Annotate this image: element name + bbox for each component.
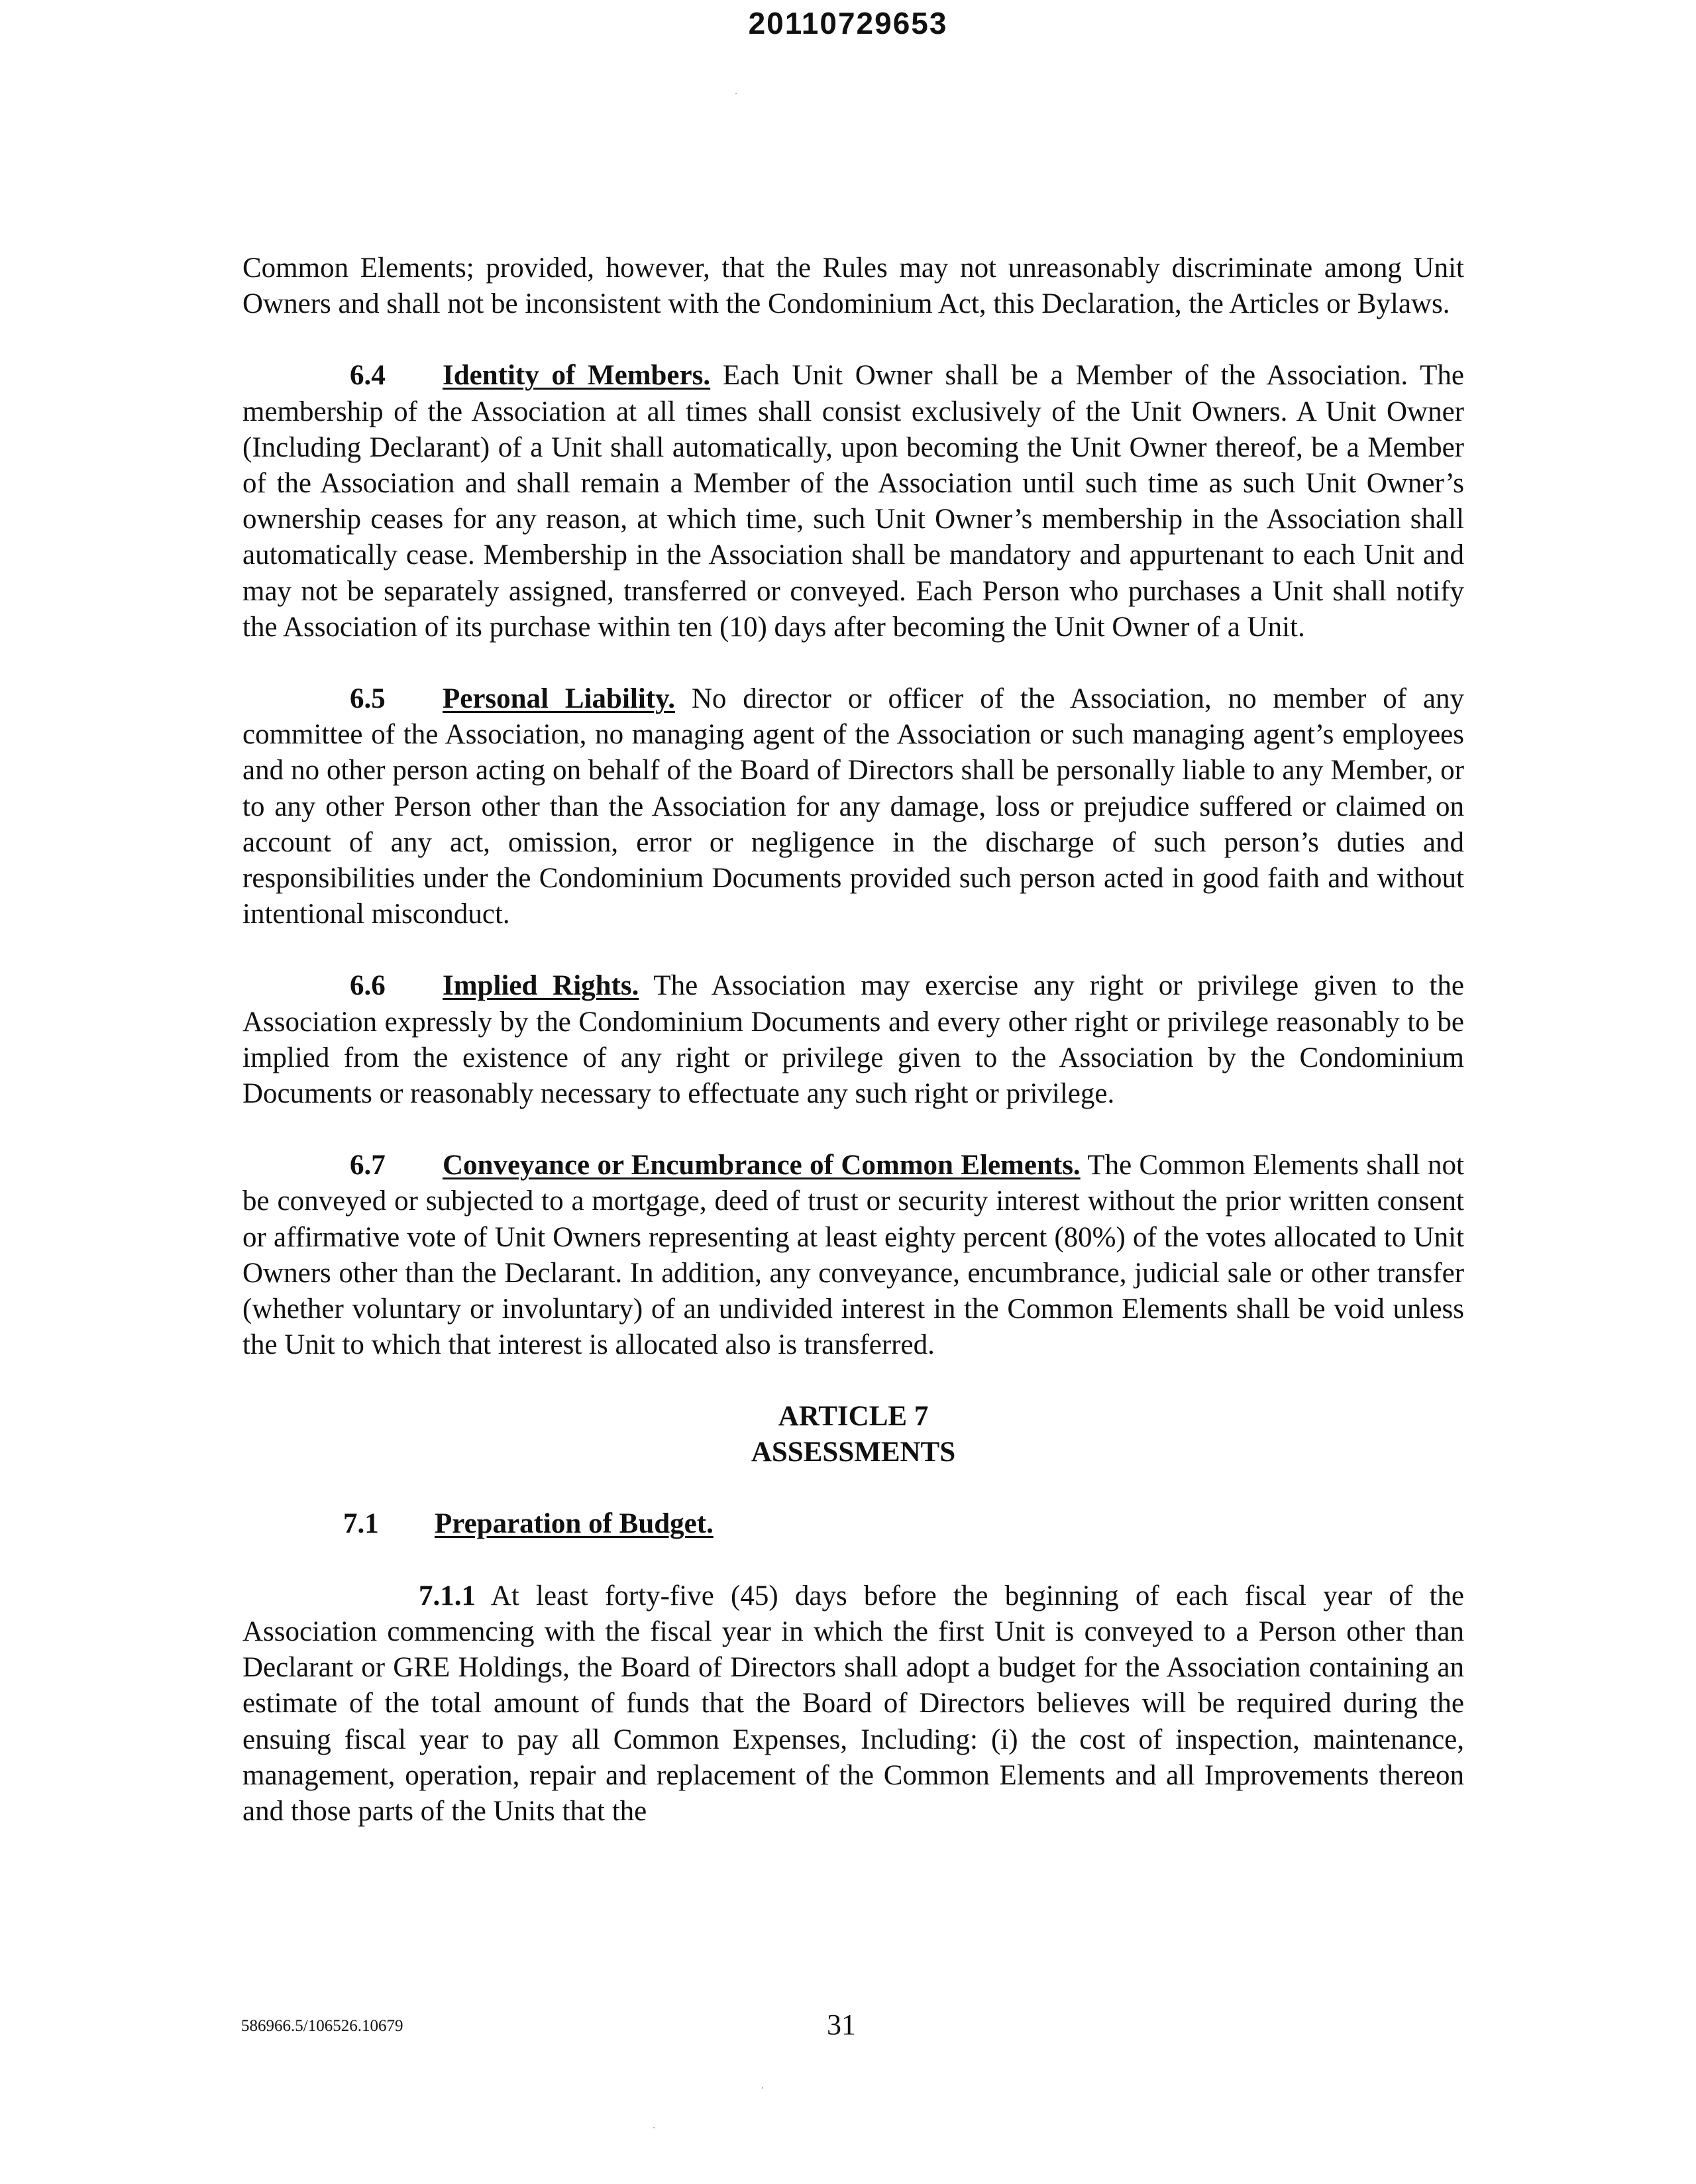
section-number: 7.1 bbox=[343, 1508, 379, 1540]
section-7-1-1 bbox=[242, 1578, 1464, 1829]
section-title: Preparation of Budget. bbox=[435, 1508, 714, 1540]
section-number: 6.7 bbox=[350, 1150, 386, 1181]
paragraph-continuation: Common Elements; provided, however, that the Rules may not unreasonably discriminate among Unit Owners and shall not be inconsistent with the Condominium Act, this Declaration, the Articles or Bylaws. bbox=[242, 252, 1464, 320]
section-title: Conveyance or Encumbrance of Common Elements. bbox=[443, 1150, 1081, 1181]
document-body bbox=[242, 250, 1464, 1865]
section-number: 7.1.1 bbox=[419, 1580, 476, 1611]
page-number: 31 bbox=[827, 2008, 856, 2041]
scan-speck bbox=[653, 2127, 655, 2128]
footer-document-reference: 586966.5/106526.10679 bbox=[241, 2017, 403, 2035]
scan-speck bbox=[762, 2087, 763, 2089]
section-text: The Association may exercise any right or privilege given to the Association expressly by the Condominium Documents and every other right or privilege reasonably to be implied from the existence of any right or privilege given to the Association by the Condominium Documents or reasonably necessary to effectuate any such right or privilege. bbox=[242, 970, 1464, 1110]
document-number: 20110729653 bbox=[748, 6, 948, 40]
scan-speck bbox=[735, 93, 737, 94]
article-heading bbox=[242, 1399, 1464, 1470]
section-title: Implied Rights. bbox=[443, 970, 639, 1002]
section-6-6 bbox=[242, 968, 1464, 1112]
section-title: Identity of Members. bbox=[443, 360, 711, 392]
section-number: 6.5 bbox=[350, 683, 386, 715]
section-7-1 bbox=[242, 1506, 1464, 1542]
section-6-7 bbox=[242, 1148, 1464, 1363]
section-title: Personal Liability. bbox=[443, 683, 675, 715]
section-text: No director or officer of the Association, no member of any committee of the Association, no managing agent of the Association or such managing agent’s employees and no other person acting on behalf of the Board of Directors shall be personally liable to any Member, or to any other Person other than the Association for any damage, loss or prejudice suffered or claimed on account of any act, omission, error or negligence in the discharge of such person’s duties and responsibilities under the Condominium Documents provided such person acted in good faith and without intentional misconduct. bbox=[242, 683, 1464, 930]
section-text: At least forty-five (45) days before the beginning of each fiscal year of the Association commencing with the fiscal year in which the first Unit is conveyed to a Person other than Declarant or GRE Holdings, the Board of Directors shall adopt a budget for the Association containing an estimate of the total amount of funds that the Board of Directors believes will be required during the ensuing fiscal year to pay all Common Expenses, Including: (i) the cost of inspection, maintenance, management, operation, repair and replacement of the Common Elements and all Improvements thereon and those parts of the Units that the bbox=[242, 1580, 1464, 1827]
section-6-5 bbox=[242, 681, 1464, 932]
section-text: Each Unit Owner shall be a Member of the Association. The membership of the Association at all times shall consist exclusively of the Unit Owners. A Unit Owner (Including Declarant) of a Unit shall automatically, upon becoming the Unit Owner thereof, be a Member of the Association and shall remain a Member of the Association until such time as such Unit Owner’s ownership ceases for any reason, at which time, such Unit Owner’s membership in the Association shall automatically cease. Membership in the Association shall be mandatory and appurtenant to each Unit and may not be separately assigned, transferred or conveyed. Each Person who purchases a Unit shall notify the Association of its purchase within ten (10) days after becoming the Unit Owner of a Unit. bbox=[242, 360, 1464, 643]
section-text: The Common Elements shall not be conveyed or subjected to a mortgage, deed of trust or security interest without the prior written consent or affirmative vote of Unit Owners representing at least eighty percent (80%) of the votes allocated to Unit Owners other than the Declarant. In addition, any conveyance, encumbrance, judicial sale or other transfer (whether voluntary or involuntary) of an undivided interest in the Common Elements shall be void unless the Unit to which that interest is allocated also is transferred. bbox=[242, 1150, 1464, 1361]
article-title: ASSESSMENTS bbox=[751, 1437, 956, 1468]
section-number: 6.6 bbox=[350, 970, 386, 1002]
section-number: 6.4 bbox=[350, 360, 386, 392]
article-label: ARTICLE 7 bbox=[778, 1401, 929, 1433]
section-6-4 bbox=[242, 358, 1464, 645]
